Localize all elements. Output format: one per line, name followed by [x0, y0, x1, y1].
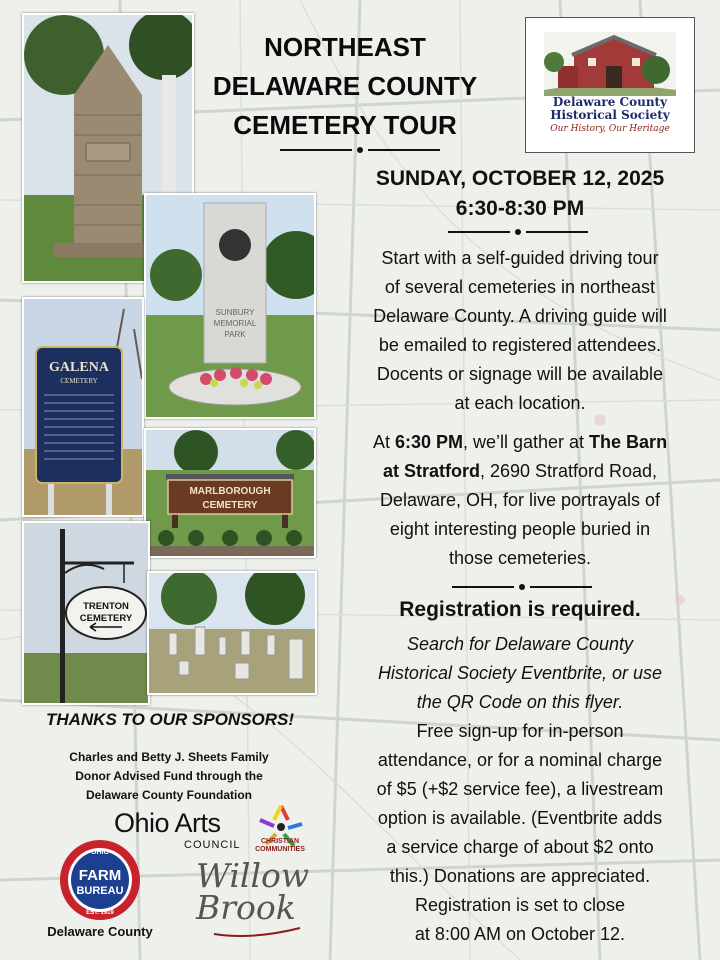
willow-brook-subtitle-2: COMMUNITIES	[255, 846, 305, 853]
galena-sign-title: GALENA	[49, 360, 109, 375]
gathering-line-4: eight interesting people buried in	[389, 519, 651, 539]
galena-sign-subtitle: CEMETERY	[60, 377, 98, 385]
gathering-venue-2: at Stratford	[382, 461, 480, 481]
willow-brook-swoosh	[212, 926, 302, 938]
title-line-1: NORTHEAST	[264, 32, 426, 62]
registration-line: at 8:00 AM on October 12.	[414, 924, 626, 944]
registration-line: of $5 (+$2 service fee), a livestream	[376, 779, 664, 799]
sunbury-sign-line-2: MEMORIAL	[213, 319, 257, 328]
photo-galena-cemetery	[22, 297, 144, 517]
gathering-address: , 2690 Stratford Road,	[479, 461, 658, 481]
sponsors-heading: THANKS TO OUR SPONSORS!	[45, 710, 295, 729]
photo-cemetery-headstones	[147, 571, 317, 695]
intro-line: Docents or signage will be available	[376, 364, 664, 384]
registration-line: Registration is set to close	[414, 895, 626, 915]
photo-sunbury-memorial-park	[144, 193, 316, 419]
willow-brook-name-1: Willow	[196, 856, 310, 895]
farm-bureau-name-2: BUREAU	[76, 885, 124, 897]
title-line-3: CEMETERY TOUR	[233, 110, 457, 140]
gathering-line-2	[330, 457, 710, 486]
willow-brook-subtitle	[250, 838, 310, 854]
registration-search-line: Historical Society Eventbrite, or use	[377, 663, 663, 683]
logo-name-line-2: Historical Society	[550, 108, 670, 122]
trenton-sign-subtitle: CEMETERY	[79, 613, 133, 624]
registration-line: this.) Donations are appreciated.	[389, 866, 651, 886]
gathering-line-3: Delaware, OH, for live portrayals of	[379, 490, 661, 510]
intro-paragraph	[330, 244, 710, 418]
farm-bureau-established: EST. 1919	[86, 910, 114, 916]
registration-line: a service charge of about $2 onto	[386, 837, 654, 857]
registration-search-line: Search for Delaware County	[406, 634, 634, 654]
intro-line: be emailed to registered attendees.	[378, 335, 662, 355]
gathering-time: 6:30 PM	[394, 432, 463, 452]
willow-brook-subtitle-1: CHRISTIAN	[260, 838, 300, 845]
photo-trenton-cemetery	[22, 521, 150, 705]
intro-line: of several cemeteries in northeast	[384, 277, 656, 297]
intro-line: Start with a self-guided driving tour	[381, 248, 659, 268]
farm-bureau-state: OHIO	[91, 849, 109, 856]
divider-ornament-1	[280, 144, 440, 156]
farm-bureau-name-1: FARM	[78, 867, 122, 884]
logo-name-line-1: Delaware County	[552, 95, 668, 109]
ohio-arts-name: Ohio Arts	[114, 808, 221, 838]
sponsor-fund-line: Delaware County Foundation	[85, 788, 252, 802]
ohio-arts-council-label: COUNCIL	[184, 839, 241, 851]
gathering-venue: The Barn	[589, 432, 668, 452]
logo-society-name	[534, 96, 686, 122]
registration-paragraph	[330, 630, 710, 949]
registration-line: option is available. (Eventbrite adds	[377, 808, 663, 828]
title-line-2: DELAWARE COUNTY	[212, 71, 478, 101]
event-date: SUNDAY, OCTOBER 12, 2025	[375, 167, 665, 190]
marlborough-sign-subtitle: CEMETERY	[202, 500, 258, 511]
barn-icon	[544, 32, 676, 96]
willow-brook-logo	[196, 856, 310, 927]
intro-line: at each location.	[454, 393, 586, 413]
sunbury-sign-line-3: PARK	[224, 330, 246, 339]
sunbury-sign-line-1: SUNBURY	[215, 308, 255, 317]
historical-society-logo	[525, 17, 695, 153]
willow-brook-name-2: Brook	[196, 888, 296, 927]
event-time: 6:30-8:30 PM	[455, 197, 585, 220]
gathering-paragraph	[330, 428, 710, 573]
sponsor-fund-line: Charles and Betty J. Sheets Family	[69, 750, 269, 764]
registration-search-line: the QR Code on this flyer.	[416, 692, 624, 712]
divider-ornament-3	[452, 581, 592, 593]
sponsor-fund-line: Donor Advised Fund through the	[75, 769, 263, 783]
sponsor-fund-text	[40, 748, 298, 805]
gathering-line-5: those cemeteries.	[448, 548, 592, 568]
farm-bureau-logo	[58, 838, 142, 922]
registration-line: Free sign-up for in-person	[416, 721, 624, 741]
photo-marlborough-cemetery	[144, 428, 316, 558]
trenton-sign-title: TRENTON	[83, 601, 129, 612]
event-title	[200, 28, 490, 145]
farm-bureau-county: Delaware County	[47, 924, 153, 939]
registration-line: attendance, or for a nominal charge	[377, 750, 663, 770]
event-date-time	[340, 164, 700, 224]
intro-line: Delaware County. A driving guide will	[373, 306, 667, 326]
gathering-line-1	[330, 428, 710, 457]
registration-heading: Registration is required.	[399, 598, 641, 621]
gathering-prefix: At	[372, 432, 395, 452]
logo-tagline: Our History, Our Heritage	[550, 124, 670, 134]
gathering-mid: , we’ll gather at	[462, 432, 590, 452]
divider-ornament-2	[448, 226, 588, 238]
marlborough-sign-title: MARLBOROUGH	[189, 486, 271, 497]
